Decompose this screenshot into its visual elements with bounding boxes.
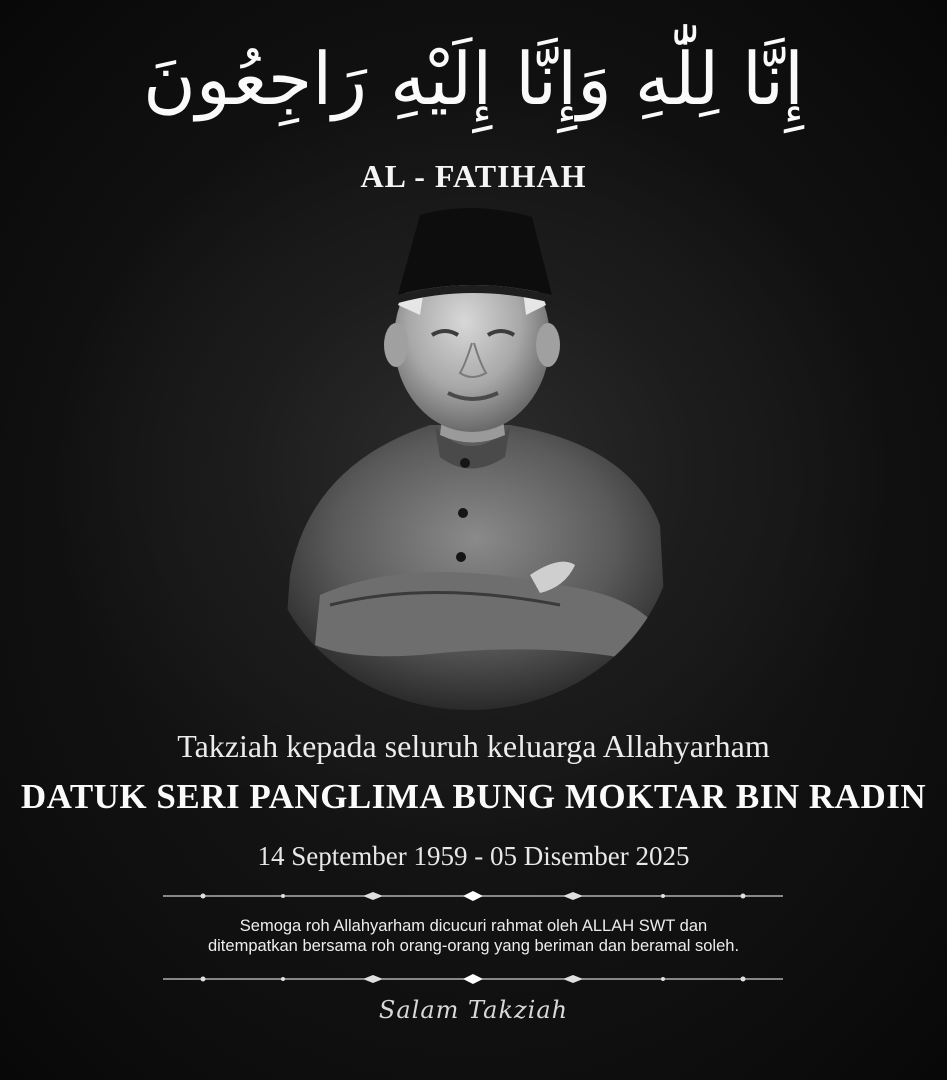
ornamental-divider xyxy=(163,890,783,902)
deceased-name: DATUK SERI PANGLIMA BUNG MOKTAR BIN RADIN xyxy=(20,777,927,816)
prayer-text xyxy=(0,916,947,956)
arabic-calligraphy-heading: إِنَّا لِلّٰهِ وَإِنَّا إِلَيْهِ رَاجِعُونَ xyxy=(142,37,804,121)
ornamental-divider xyxy=(163,973,783,985)
person-portrait-icon xyxy=(260,195,680,710)
life-dates: 14 September 1959 - 05 Disember 2025 xyxy=(257,841,690,871)
al-fatihah-title: AL - FATIHAH xyxy=(360,158,587,194)
prayer-line-1: Semoga roh Allahyarham dicucuri rahmat oleh ALLAH SWT dan xyxy=(239,917,708,935)
prayer-line-2: ditempatkan bersama roh orang-orang yang beriman dan beramal soleh. xyxy=(207,937,740,955)
condolence-text: Takziah kepada seluruh keluarga Allahyarham xyxy=(177,728,770,764)
salam-takziah-signature: Salam Takziah xyxy=(378,996,569,1024)
